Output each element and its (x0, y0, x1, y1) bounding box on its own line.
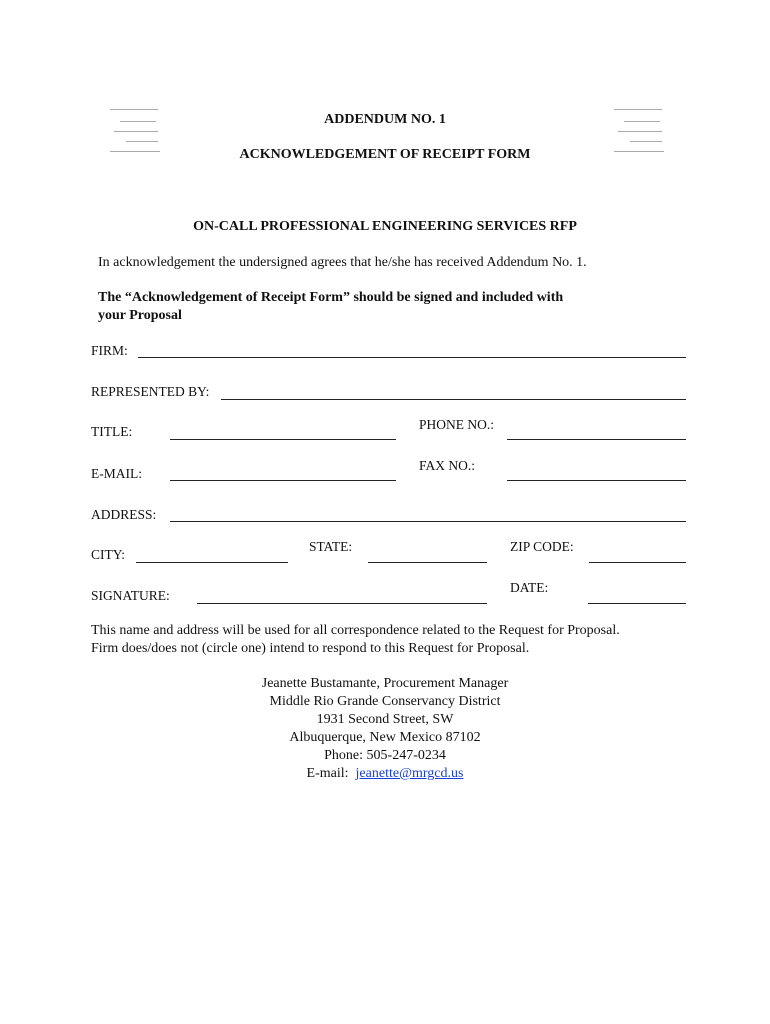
state-label: STATE: (309, 539, 353, 554)
represented-by-field-line[interactable] (221, 399, 686, 400)
instruction-line-2: your Proposal (98, 308, 182, 323)
contact-city: Albuquerque, New Mexico 87102 (289, 730, 481, 745)
instruction-line-1: The “Acknowledgement of Receipt Form” should be signed and included with (98, 290, 564, 305)
fax-field-line[interactable] (507, 480, 686, 481)
phone-label: PHONE NO.: (419, 417, 495, 432)
city-field-line[interactable] (136, 562, 288, 563)
contact-email-link[interactable]: jeanette@mrgcd.us (355, 766, 464, 781)
firm-label: FIRM: (91, 343, 128, 358)
title-label: TITLE: (91, 424, 133, 439)
correspondence-note: This name and address will be used for all correspondence related to the Request for Proposal. (91, 623, 620, 638)
represented-by-label: REPRESENTED BY: (91, 384, 210, 399)
city-label: CITY: (91, 547, 126, 562)
email-field-line[interactable] (170, 480, 396, 481)
fax-label: FAX NO.: (419, 458, 476, 473)
phone-field-line[interactable] (507, 439, 686, 440)
signature-label: SIGNATURE: (91, 588, 170, 603)
contact-name: Jeanette Bustamante, Procurement Manager (261, 676, 509, 691)
contact-email-line (0, 766, 770, 782)
intent-note: Firm does/does not (circle one) intend to respond to this Request for Proposal. (91, 641, 530, 656)
firm-field-line[interactable] (138, 357, 686, 358)
form-title: ACKNOWLEDGEMENT OF RECEIPT FORM (239, 147, 531, 162)
title-field-line[interactable] (170, 439, 396, 440)
contact-org: Middle Rio Grande Conservancy District (269, 694, 501, 709)
intro-text: In acknowledgement the undersigned agrees that he/she has received Addendum No. 1. (98, 255, 587, 270)
state-field-line[interactable] (368, 562, 487, 563)
addendum-heading: ADDENDUM NO. 1 (324, 112, 446, 127)
contact-email-label: E-mail: (306, 766, 356, 781)
zip-field-line[interactable] (589, 562, 686, 563)
email-label: E-MAIL: (91, 466, 142, 481)
date-label: DATE: (510, 580, 549, 595)
rfp-title: ON-CALL PROFESSIONAL ENGINEERING SERVICES RFP (193, 219, 577, 234)
signature-field-line[interactable] (197, 603, 487, 604)
contact-street: 1931 Second Street, SW (316, 712, 454, 727)
date-field-line[interactable] (588, 603, 686, 604)
contact-phone: Phone: 505-247-0234 (324, 748, 446, 763)
zip-label: ZIP CODE: (510, 539, 574, 554)
address-label: ADDRESS: (91, 507, 157, 522)
address-field-line[interactable] (170, 521, 686, 522)
